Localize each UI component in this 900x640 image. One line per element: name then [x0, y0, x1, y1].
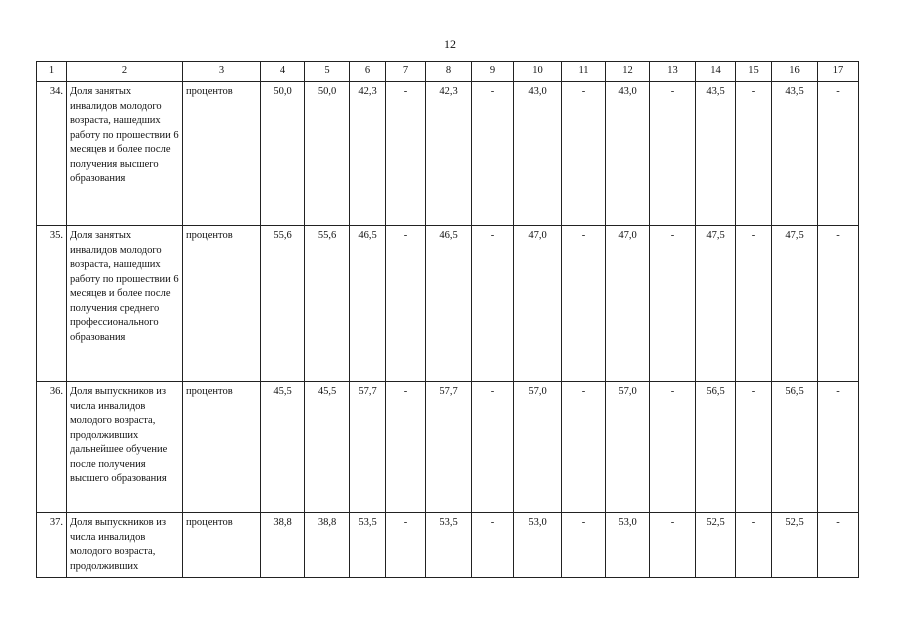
- value-cell: 52,5: [696, 513, 736, 578]
- value-cell: 46,5: [426, 226, 472, 382]
- value-cell: -: [818, 513, 859, 578]
- value-cell: -: [386, 82, 426, 226]
- value-cell: -: [736, 226, 772, 382]
- value-cell: 46,5: [350, 226, 386, 382]
- value-cell: -: [736, 82, 772, 226]
- value-cell: -: [472, 82, 514, 226]
- value-cell: -: [472, 382, 514, 513]
- value-cell: -: [562, 226, 606, 382]
- value-cell: 47,0: [606, 226, 650, 382]
- column-header: 12: [606, 62, 650, 82]
- column-header: 17: [818, 62, 859, 82]
- unit-cell: процентов: [183, 382, 261, 513]
- value-cell: -: [650, 513, 696, 578]
- indicator-name: Доля выпускников из числа инвалидов молодого возраста, продолживших дальнейшее обучение после получения высшего образования: [67, 382, 183, 513]
- row-number: 37.: [37, 513, 67, 578]
- column-header: 14: [696, 62, 736, 82]
- value-cell: 53,0: [606, 513, 650, 578]
- value-cell: -: [386, 226, 426, 382]
- value-cell: 47,5: [772, 226, 818, 382]
- column-header: 3: [183, 62, 261, 82]
- value-cell: 43,0: [606, 82, 650, 226]
- unit-cell: процентов: [183, 513, 261, 578]
- value-cell: -: [472, 513, 514, 578]
- column-header: 2: [67, 62, 183, 82]
- row-number: 34.: [37, 82, 67, 226]
- value-cell: -: [818, 382, 859, 513]
- value-cell: 52,5: [772, 513, 818, 578]
- value-cell: 38,8: [305, 513, 350, 578]
- value-cell: -: [562, 382, 606, 513]
- value-cell: 57,0: [606, 382, 650, 513]
- table-row: [37, 226, 859, 382]
- unit-cell: процентов: [183, 226, 261, 382]
- value-cell: 50,0: [261, 82, 305, 226]
- value-cell: -: [736, 513, 772, 578]
- value-cell: -: [818, 82, 859, 226]
- column-header: 8: [426, 62, 472, 82]
- value-cell: -: [736, 382, 772, 513]
- column-header: 5: [305, 62, 350, 82]
- value-cell: -: [650, 226, 696, 382]
- table-row: [37, 82, 859, 226]
- value-cell: -: [472, 226, 514, 382]
- value-cell: 53,5: [426, 513, 472, 578]
- value-cell: 47,5: [696, 226, 736, 382]
- value-cell: 38,8: [261, 513, 305, 578]
- value-cell: 42,3: [426, 82, 472, 226]
- row-number: 36.: [37, 382, 67, 513]
- value-cell: 55,6: [305, 226, 350, 382]
- unit-cell: процентов: [183, 82, 261, 226]
- value-cell: -: [650, 82, 696, 226]
- value-cell: 43,5: [696, 82, 736, 226]
- column-header: 7: [386, 62, 426, 82]
- value-cell: 53,0: [514, 513, 562, 578]
- indicator-name: Доля занятых инвалидов молодого возраста, нашедших работу по прошествии 6 месяцев и более после получения среднего профессионального образования: [67, 226, 183, 382]
- column-header: 1: [37, 62, 67, 82]
- column-header: 13: [650, 62, 696, 82]
- indicator-name: Доля занятых инвалидов молодого возраста, нашедших работу по прошествии 6 месяцев и более после получения высшего образования: [67, 82, 183, 226]
- row-number: 35.: [37, 226, 67, 382]
- column-header: 16: [772, 62, 818, 82]
- value-cell: 53,5: [350, 513, 386, 578]
- column-header: 9: [472, 62, 514, 82]
- value-cell: 50,0: [305, 82, 350, 226]
- value-cell: -: [562, 82, 606, 226]
- column-header: 4: [261, 62, 305, 82]
- column-number-row: [37, 62, 859, 82]
- value-cell: -: [386, 513, 426, 578]
- table-row: [37, 513, 859, 578]
- value-cell: 42,3: [350, 82, 386, 226]
- value-cell: 57,7: [350, 382, 386, 513]
- value-cell: 47,0: [514, 226, 562, 382]
- value-cell: 56,5: [772, 382, 818, 513]
- value-cell: 56,5: [696, 382, 736, 513]
- page-number: 12: [444, 37, 456, 51]
- indicator-name: Доля выпускников из числа инвалидов молодого возраста, продолживших: [67, 513, 183, 578]
- value-cell: 45,5: [261, 382, 305, 513]
- indicator-table: [36, 61, 859, 578]
- column-header: 15: [736, 62, 772, 82]
- value-cell: -: [650, 382, 696, 513]
- value-cell: -: [386, 382, 426, 513]
- value-cell: 57,0: [514, 382, 562, 513]
- value-cell: -: [818, 226, 859, 382]
- table-row: [37, 382, 859, 513]
- column-header: 10: [514, 62, 562, 82]
- value-cell: 43,5: [772, 82, 818, 226]
- value-cell: 55,6: [261, 226, 305, 382]
- column-header: 6: [350, 62, 386, 82]
- value-cell: 43,0: [514, 82, 562, 226]
- value-cell: 57,7: [426, 382, 472, 513]
- value-cell: 45,5: [305, 382, 350, 513]
- value-cell: -: [562, 513, 606, 578]
- column-header: 11: [562, 62, 606, 82]
